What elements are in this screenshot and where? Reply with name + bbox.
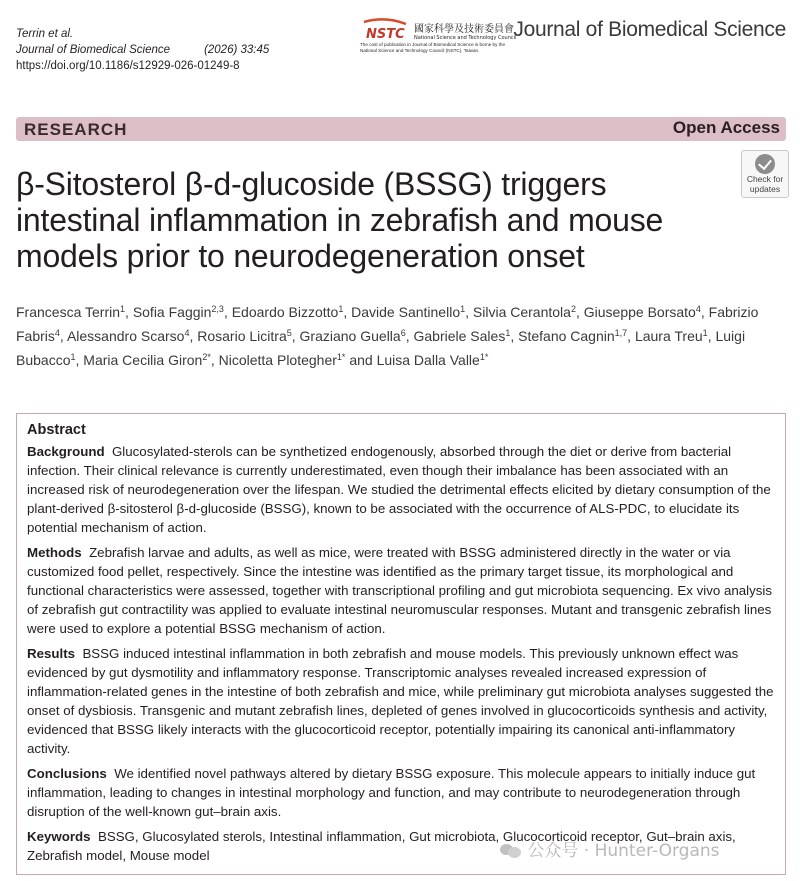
author-entry[interactable]	[83, 352, 211, 368]
author-affiliation: 4	[184, 328, 190, 338]
abstract-section-methods	[27, 543, 775, 638]
author-name: Rosario Licitra	[197, 328, 287, 344]
author-affiliation: 1	[702, 328, 708, 338]
author-name: Francesca Terrin	[16, 304, 121, 320]
author-entry[interactable]	[584, 304, 701, 320]
abstract-section-conclusions	[27, 764, 775, 821]
check-updates-text-2: updates	[749, 184, 781, 194]
author-affiliation: 6	[400, 328, 406, 338]
article-type-banner	[16, 117, 786, 141]
author-affiliation: 1	[338, 304, 344, 314]
nstc-logo-icon	[360, 18, 410, 42]
author-name: Gabriele Sales	[413, 328, 506, 344]
abstract-section-text: Zebrafish larvae and adults, as well as mice, were treated with BSSG administered directly in the water or via customized food pellet, respectively. Since the intestine was identified as the primary target tissue, its morphological and functional characteristics were assessed, together with transcriptional profiling and gut microbiota sequencing. Ex vivo analysis of zebrafish gut contractility was applied to evaluate intestinal neuromuscular responses. Mutant and transgenic zebrafish lines were used to explore a potential BSSG mechanism of action.	[27, 545, 773, 636]
author-entry[interactable]	[414, 328, 511, 344]
abstract-heading: Abstract	[27, 422, 86, 438]
author-affiliation: 1	[505, 328, 511, 338]
author-name: Stefano Cagnin	[518, 328, 615, 344]
author-entry[interactable]	[197, 328, 292, 344]
author-entry[interactable]	[351, 304, 465, 320]
author-entry[interactable]	[473, 304, 576, 320]
author-entry[interactable]	[133, 304, 224, 320]
abstract-section-label: Background	[27, 444, 105, 459]
nstc-cost-note: The cost of publication in Journal of Biomedical Science is borne by the National Science and Technology Council (NSTC), Taiwan.	[360, 42, 506, 53]
author-name: Fabrizio Fabris	[16, 304, 759, 344]
citation-volume: (2026) 33:45	[204, 44, 270, 56]
author-name: Luigi Bubacco	[16, 328, 746, 368]
author-name: Nicoletta Plotegher	[218, 352, 337, 368]
author-name: Silvia Cerantola	[472, 304, 571, 320]
author-affiliation: 1	[120, 304, 126, 314]
author-entry[interactable]	[219, 352, 346, 368]
author-name: Sofia Faggin	[132, 304, 212, 320]
author-name: Laura Treu	[634, 328, 703, 344]
check-updates-icon	[755, 154, 775, 174]
abstract-section-label: Results	[27, 646, 76, 661]
author-affiliation: 1	[70, 352, 76, 362]
author-entry[interactable]	[16, 304, 125, 320]
citation-block	[16, 26, 269, 74]
author-affiliation: 4	[695, 304, 701, 314]
abstract-section-label: Conclusions	[27, 766, 107, 781]
abstract-box	[16, 413, 786, 875]
nstc-chinese-text: 國家科學及技術委員會	[414, 24, 514, 35]
author-name: Davide Santinello	[351, 304, 461, 320]
abstract-section-label: Methods	[27, 545, 82, 560]
author-name: Maria Cecilia Giron	[83, 352, 203, 368]
watermark	[500, 836, 720, 861]
open-access-label: Open Access	[672, 118, 780, 137]
author-entry[interactable]	[635, 328, 708, 344]
page-header	[16, 18, 786, 86]
author-affiliation: 2	[570, 304, 576, 314]
author-affiliation: 1*	[336, 352, 346, 362]
author-affiliation: 1	[460, 304, 466, 314]
author-name: Alessandro Scarso	[66, 328, 185, 344]
citation-doi[interactable]: https://doi.org/10.1186/s12929-026-01249-8	[16, 60, 240, 72]
abstract-section-text: We identified novel pathways altered by dietary BSSG exposure. This molecule appears to initially induce gut inflammation, leading to changes in intestinal morphology and function, and may contribute to neurodegeneration through disruption of the well-known gut–brain axis.	[27, 766, 756, 819]
abstract-section-text: Glucosylated-sterols can be synthetized endogenously, absorbed through the diet or derive from bacterial infection. Their clinical relevance is currently underestimated, even though their imbalance has been associated with an increased risk of neurodegeneration over the lifespan. We studied the detrimental effects elicited by dietary consumption of the plant-derived β-sitosterol β-d-glucoside (BSSG), known to be associated with the occurrence of ALS-PDC, to elucidate its potential mechanism of action.	[27, 444, 771, 535]
abstract-sections	[27, 442, 775, 865]
author-list: Francesca Terrin$^1$, Sofia Faggin$^{2,3}$, Edoardo Bizzotto$^1$, Davide Santinello$^1$, Silvia Cerantola$^2$, Giuseppe Borsato$^4$, Fabrizio Fabris$^4$, Alessandro Scarso$^4$, Rosario Licitra$^5$, Graziano Guella$^6$, Gabriele Sales$^1$, Stefano Cagnin$^{1,7}$, Laura Treu$^1$, Luigi Bubacco$^1$, Maria Cecilia Giron$^{2*}$, Nicoletta Plotegher$^{1*}$ and Luisa Dalla Valle$^{1*}$	[16, 304, 759, 368]
author-affiliation: 2,3	[211, 304, 224, 314]
article-type-label: RESEARCH	[24, 120, 128, 139]
citation-journal-line	[16, 42, 269, 58]
author-affiliation: 1*	[479, 352, 489, 362]
article-title: β-Sitosterol β-d-glucoside (BSSG) triggers intestinal inflammation in zebrafish and mouse models prior to neurodegeneration onset	[16, 166, 664, 274]
author-entry[interactable]	[518, 328, 627, 344]
author-entry[interactable]	[377, 352, 489, 368]
author-name: Edoardo Bizzotto	[231, 304, 339, 320]
author-affiliation: 1,7	[614, 328, 628, 338]
citation-authors: Terrin et al.	[16, 28, 74, 40]
citation-journal: Journal of Biomedical Science	[16, 44, 171, 56]
author-entry[interactable]	[232, 304, 344, 320]
author-affiliation: 5	[286, 328, 292, 338]
check-for-updates-button[interactable]	[741, 150, 789, 198]
nstc-english-text: National Science and Technology Council	[414, 35, 517, 41]
abstract-section-text: BSSG, Glucosylated sterols, Intestinal inflammation, Gut microbiota, Glucocorticoid receptor, Gut–brain axis, Zebrafish model, Mouse model	[27, 829, 736, 863]
abstract-section-background	[27, 442, 775, 537]
author-name: Giuseppe Borsato	[583, 304, 696, 320]
author-affiliation: 2*	[202, 352, 211, 362]
watermark-text: 公众号 · Hunter-Organs	[527, 841, 720, 861]
author-entry[interactable]	[300, 328, 406, 344]
author-name: Graziano Guella	[299, 328, 401, 344]
nstc-logo	[360, 18, 520, 68]
author-entry[interactable]	[67, 328, 190, 344]
wechat-icon	[500, 842, 522, 858]
journal-name: Journal of Biomedical Science	[513, 18, 786, 41]
author-name: Luisa Dalla Valle	[376, 352, 480, 368]
author-affiliation: 4	[54, 328, 60, 338]
nstc-logo-mark: NSTC	[366, 27, 405, 42]
check-updates-text-1: Check for	[746, 174, 784, 184]
abstract-section-label: Keywords	[27, 829, 91, 844]
abstract-section-results	[27, 644, 775, 758]
nstc-chinese-name	[414, 20, 516, 41]
abstract-section-text: BSSG induced intestinal inflammation in both zebrafish and mouse models. This previously unknown effect was evidenced by gut dysmotility and inflammatory response. Transcriptomic analyses revealed increased expression of inflammation-related genes in the intestine of both zebrafish and mice, while preliminary gut microbiota analyses suggested the onset of dysbiosis. Transgenic and mutant zebrafish lines, depleted of genes involved in glucocorticoids synthesis and activity, evidenced that BSSG likely interacts with the glucocorticoid receptor, potentially impairing its canonical anti-inflammatory activity.	[27, 646, 774, 756]
